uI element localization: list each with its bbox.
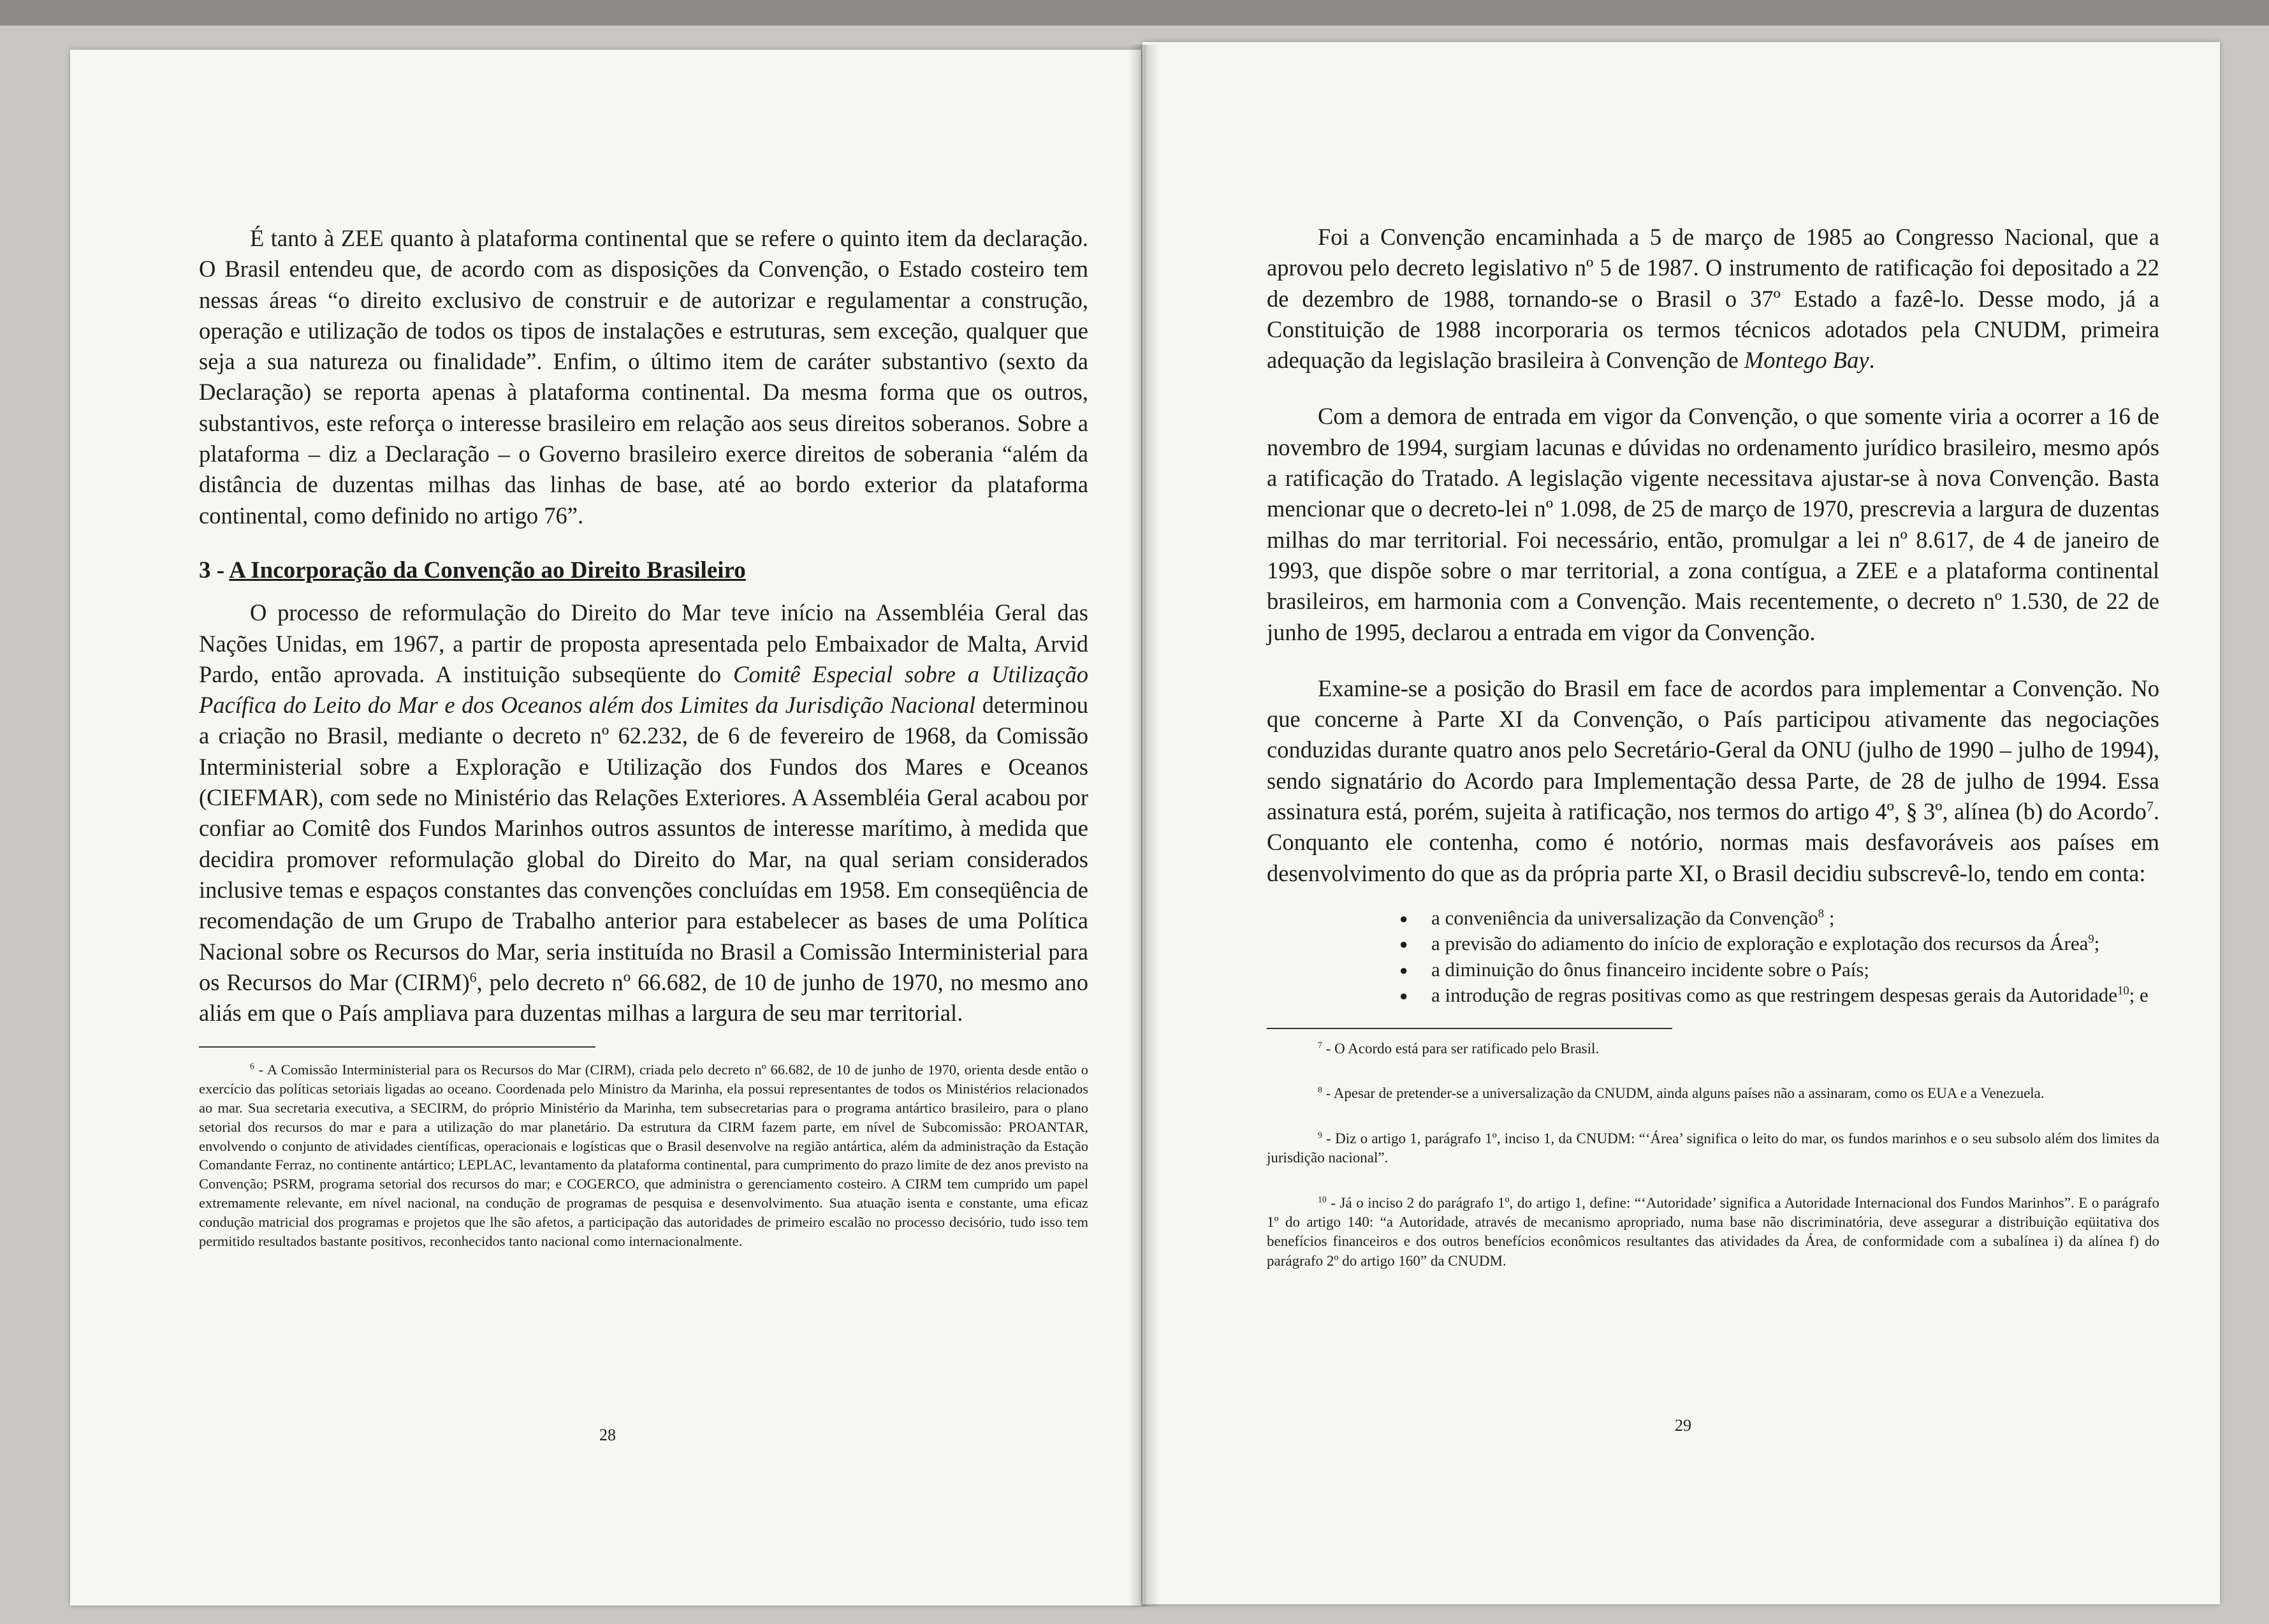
- right-page: [1142, 42, 2220, 1604]
- right-paragraph-1-b: .: [1869, 347, 1875, 374]
- right-page-body: [1267, 222, 2159, 1271]
- left-paragraph-1: É tanto à ZEE quanto à plataforma continental que se refere o quinto item da declaração. O Brasil entendeu que, de acordo com as disposições da Convenção, o Estado costeiro tem nessas áreas “o direito exclusivo de construir e de autorizar e regulamentar a construção, operação e utilização de todos os tipos de instalações e estruturas, sem exceção, qualquer que seja a sua natureza ou finalidade”. Enfim, o último item de caráter substantivo (sexto da Declaração) se reporta apenas à plataforma continental. Da mesma forma que os outros, substantivos, este reforça o interesse brasileiro em relação aos seus direitos soberanos. Sobre a plataforma – diz a Declaração – o Governo brasileiro exerce direitos de soberania “além da distância de duzentas milhas das linhas de base, até ao bordo exterior da plataforma continental, como definido no artigo 76”.: [199, 225, 1088, 529]
- footnote-6-mark: 6: [250, 1061, 254, 1071]
- footnote-text: - Já o inciso 2 do parágrafo 1º, do artigo 1, define: “‘Autoridade’ significa a Autoridade Internacional dos Fundos Marinhos”. E o parágrafo 1º do artigo 140: “a Autoridade, através de mecanismo apropriado, numa base não discriminatória, deve assegurar a distribuição eqüitativa dos benefícios financeiros e dos outros benefícios econômicos resultantes das atividades da Área, de conformidade com a subalínea i) da alínea f) do parágrafo 2º do artigo 160” da CNUDM.: [1267, 1194, 2159, 1269]
- right-paragraph-1: [1267, 222, 2159, 376]
- left-paragraph-2: [199, 597, 1088, 1028]
- list-item-footnote-ref: 9: [2088, 933, 2094, 947]
- book-gutter: [1128, 45, 1160, 1607]
- list-item: [1431, 983, 2159, 1009]
- list-item-text: a conveniência da universalização da Convenção: [1431, 906, 1818, 929]
- list-item-footnote-ref: 8: [1818, 907, 1825, 921]
- montego-bay-italic: Montego Bay: [1744, 347, 1869, 374]
- page-number-right: 29: [1675, 1416, 1691, 1435]
- right-paragraph-2: Com a demora de entrada em vigor da Convenção, o que somente viria a ocorrer a 16 de novembro de 1994, surgiam lacunas e dúvidas no ordenamento jurídico brasileiro, mesmo após a ratificação do Tratado. A legislação vigente necessitava ajustar-se à nova Convenção. Basta mencionar que o decreto-lei nº 1.098, de 25 de março de 1970, prescrevia a largura de duzentas milhas do mar territorial. Foi necessário, então, promulgar a lei nº 8.617, de 4 de janeiro de 1993, que dispõe sobre o mar territorial, a zona contígua, a ZEE e a plataforma continental brasileiros, em harmonia com a Convenção. Mais recentemente, o decreto nº 1.530, de 22 de junho de 1995, declarou a entrada em vigor da Convenção.: [1267, 403, 2159, 645]
- list-item: [1431, 957, 2159, 983]
- footnote-mark: 10: [1318, 1194, 1327, 1204]
- footnote-text: - Diz o artigo 1, parágrafo 1º, inciso 1, da CNUDM: “‘Área’ significa o leito do mar, os fundos marinhos e o seu subsolo além dos limites da jurisdição nacional”.: [1267, 1130, 2159, 1166]
- committee-name-italic: Comitê Especial sobre a Utilização Pacífica do Leito do Mar e dos Oceanos além dos Limites da Jurisdição Nacional: [199, 661, 1088, 719]
- section-heading: [199, 555, 1088, 586]
- footnote-mark: 8: [1318, 1085, 1322, 1095]
- footnote-9: [1267, 1129, 2159, 1168]
- list-item-tail: ; e: [2129, 984, 2149, 1007]
- left-paragraph-2-b: determinou a criação no Brasil, mediante o decreto nº 62.232, de 6 de fevereiro de 1968, da Comissão Interministerial sobre a Exploração e Utilização dos Fundos dos Mares e Oceanos (CIEFMAR), com sede no Ministério das Relações Exteriores. A Assembléia Geral acabou por confiar ao Comitê dos Fundos Marinhos outros assuntos de interesse marítimo, à medida que decidira promover reformulação global do Direito do Mar, na qual seriam considerados inclusive temas e espaços constantes das convenções concluídas em 1958. Em conseqüência de recomendação de um Grupo de Trabalho anterior para estabelecer as bases de uma Política Nacional sobre os Recursos do Mar, seria instituída no Brasil a Comissão Interministerial para os Recursos do Mar (CIRM): [199, 692, 1088, 995]
- left-page: [70, 50, 1141, 1606]
- footnote-7: [1267, 1039, 2159, 1058]
- list-item-tail: ;: [2094, 932, 2100, 955]
- left-page-body: [199, 223, 1088, 1250]
- list-item-text: a diminuição do ônus financeiro incidente sobre o País;: [1431, 958, 1869, 981]
- right-paragraph-3-b: . Conquanto ele contenha, como é notório, normas mais desfavoráveis aos países em desenvolvimento do que as da própria parte XI, o Brasil decidiu subscrevê-lo, tendo em conta:: [1267, 798, 2159, 886]
- right-paragraph-3: [1267, 673, 2159, 889]
- list-item-text: a introdução de regras positivas como as que restringem despesas gerais da Autoridade: [1431, 984, 2118, 1007]
- footnote-mark: 7: [1318, 1040, 1322, 1050]
- right-paragraph-1-a: Foi a Convenção encaminhada a 5 de março de 1985 ao Congresso Nacional, que a aprovou pelo decreto legislativo nº 5 de 1987. O instrumento de ratificação foi depositado a 22 de dezembro de 1988, tornando-se o Brasil o 37º Estado a fazê-lo. Desse modo, já a Constituição de 1988 incorporaria os termos técnicos adotados pela CNUDM, primeira adequação da legislação brasileira à Convenção de: [1267, 224, 2159, 374]
- footnote-10: [1267, 1194, 2159, 1271]
- list-item-tail: ;: [1824, 906, 1835, 929]
- footnote-text: - Apesar de pretender-se a universalização da CNUDM, ainda alguns países não a assinaram, como os EUA e a Venezuela.: [1322, 1085, 2045, 1102]
- footnote-text: - O Acordo está para ser ratificado pelo Brasil.: [1322, 1040, 1600, 1057]
- considerations-list: [1267, 905, 2159, 1009]
- right-paragraph-3-a: Examine-se a posição do Brasil em face de acordos para implementar a Convenção. No que concerne à Parte XI da Convenção, o País participou ativamente das negociações conduzidas durante quatro anos pelo Secretário-Geral da ONU (julho de 1990 – julho de 1994), sendo signatário do Acordo para Implementação dessa Parte, de 28 de julho de 1994. Essa assinatura está, porém, sujeita à ratificação, nos termos do artigo 4º, § 3º, alínea (b) do Acordo: [1267, 675, 2159, 825]
- left-paragraph-2-c: , pelo decreto nº 66.682, de 10 de junho de 1970, no mesmo ano aliás em que o País ampliava para duzentas milhas a largura de seu mar territorial.: [199, 969, 1088, 1027]
- list-item-footnote-ref: 10: [2117, 984, 2129, 999]
- section-number: 3 -: [199, 557, 230, 583]
- footnote-divider: [1267, 1028, 1672, 1029]
- footnote-divider: [199, 1046, 595, 1048]
- section-title: A Incorporação da Convenção ao Direito Brasileiro: [229, 557, 746, 583]
- footnote-mark: 9: [1318, 1130, 1322, 1140]
- left-paragraph-2-a: O processo de reformulação do Direito do Mar teve início na Assembléia Geral das Nações Unidas, em 1967, a partir de proposta apresentada pelo Embaixador de Malta, Arvid Pardo, então aprovada. A instituição subseqüente do: [199, 599, 1088, 687]
- list-item: [1431, 905, 2159, 932]
- footnote-ref-7: 7: [2146, 798, 2154, 814]
- footnote-ref-6: 6: [469, 969, 477, 985]
- list-item: [1431, 931, 2159, 957]
- footnote-6: [199, 1060, 1088, 1250]
- footnote-8: [1267, 1084, 2159, 1103]
- page-number-left: 28: [599, 1426, 616, 1444]
- footnote-6-text: - A Comissão Interministerial para os Recursos do Mar (CIRM), criada pelo decreto nº 66.682, de 10 de junho de 1970, orienta desde então o exercício das políticas setoriais ligadas ao oceano. Coordenada pelo Ministro da Marinha, ela possui representantes de todos os Ministérios relacionados ao mar. Sua secretaria executiva, a SECIRM, do próprio Ministério da Marinha, tem subsecretarias para o programa antártico brasileiro, para o plano setorial dos recursos do mar e para a utilização do mar planetário. Da estrutura da CIRM fazem parte, em nível de Subcomissão: PROANTAR, envolvendo o conjunto de atividades científicas, operacionais e logísticas que o Brasil desenvolve na região antártica, além da administração da Estação Comandante Ferraz, no continente antártico; LEPLAC, levantamento da plataforma continental, para cumprimento do prazo limite de dez anos previsto na Convenção; PSRM, programa setorial dos recursos do mar; e COGERCO, que administra o gerenciamento costeiro. A CIRM tem cumprido um papel extremamente relevante, em nível nacional, na condução de programas de pesquisa e desenvolvimento. Sua atuação isenta e constante, uma eficaz condução matricial dos programas e projetos que lhe são afetos, a participação das autoridades de primeiro escalão no processo decisório, tudo isso tem permitido resultados bastante positivos, reconhecidos tanto nacional como internacionalmente.: [199, 1062, 1088, 1249]
- list-item-text: a previsão do adiamento do início de exploração e explotação dos recursos da Área: [1431, 932, 2089, 955]
